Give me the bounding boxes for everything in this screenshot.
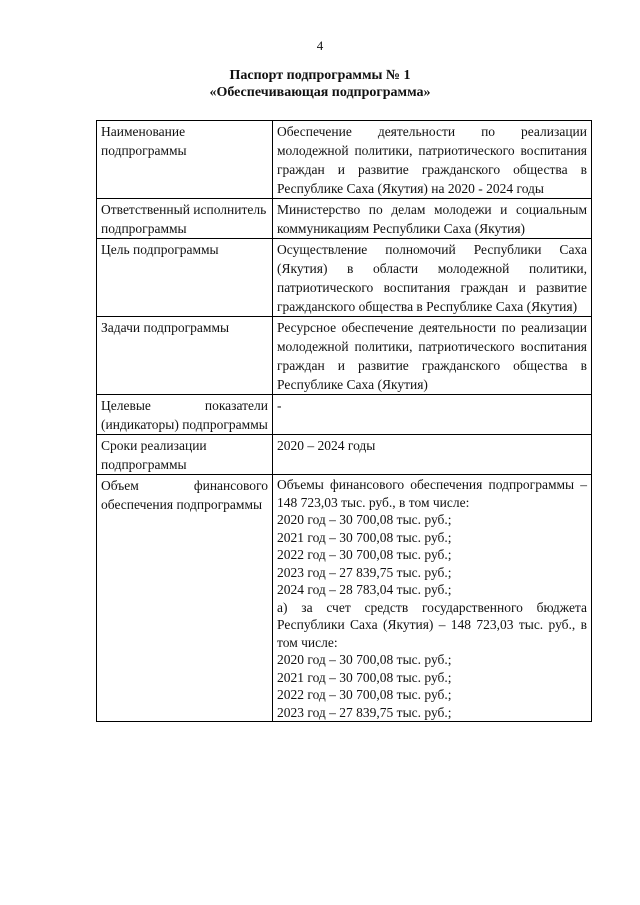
value-tasks: Ресурсное обеспечение деятельности по реализации молодежной политики, патриотического воспитания граждан и развитие гражданского общества в Республике Саха (Якутия)	[273, 317, 592, 395]
label-terms: Сроки реализации подпрограммы	[97, 435, 273, 475]
finance-year-2021: 2021 год – 30 700,08 тыс. руб.;	[277, 529, 452, 545]
budget-year-2021: 2021 год – 30 700,08 тыс. руб.;	[277, 669, 452, 685]
budget-year-2023: 2023 год – 27 839,75 тыс. руб.;	[277, 704, 452, 720]
title-line-1: Паспорт подпрограммы № 1	[229, 68, 411, 83]
label-tasks: Задачи подпрограммы	[97, 317, 273, 395]
table-row-finance	[97, 475, 592, 722]
title-line-2: «Обеспечивающая подпрограмма»	[209, 85, 431, 100]
budget-year-2022: 2022 год – 30 700,08 тыс. руб.;	[277, 687, 452, 702]
budget-year-2020: 2020 год – 30 700,08 тыс. руб.;	[277, 652, 452, 667]
finance-year-2020: 2020 год – 30 700,08 тыс. руб.;	[277, 512, 452, 527]
finance-year-2022: 2022 год – 30 700,08 тыс. руб.;	[277, 547, 452, 562]
budget-intro: а) за счет средств государственного бюджета Республики Саха (Якутия) – 148 723,03 тыс. руб., в том числе:	[277, 599, 587, 650]
value-terms: 2020 – 2024 годы	[273, 435, 592, 475]
table-row-indicators	[97, 395, 592, 435]
value-goal: Осуществление полномочий Республики Саха (Якутия) в области молодежной политики, патриотического воспитания граждан и развитие гражданского общества в Республике Саха (Якутия)	[273, 239, 592, 317]
value-executor: Министерство по делам молодежи и социальным коммуникациям Республики Саха (Якутия)	[273, 199, 592, 239]
table-row-executor	[97, 199, 592, 239]
value-indicators: -	[273, 395, 592, 435]
page-title	[0, 67, 640, 101]
value-name: Обеспечение деятельности по реализации молодежной политики, патриотического воспитания граждан и развитие гражданского общества в Республике Саха (Якутия) на 2020 - 2024 годы	[273, 121, 592, 199]
label-name: Наименование подпрограммы	[97, 121, 273, 199]
label-indicators: Целевые показатели (индикаторы) подпрограммы	[97, 395, 273, 435]
table-row-terms	[97, 435, 592, 475]
table-row-name	[97, 121, 592, 199]
label-executor: Ответственный исполнитель подпрограммы	[97, 199, 273, 239]
value-finance	[273, 475, 592, 722]
finance-year-2023: 2023 год – 27 839,75 тыс. руб.;	[277, 564, 452, 580]
label-goal: Цель подпрограммы	[97, 239, 273, 317]
finance-year-2024: 2024 год – 28 783,04 тыс. руб.;	[277, 582, 452, 597]
finance-intro: Объемы финансового обеспечения подпрограммы – 148 723,03 тыс. руб., в том числе:	[277, 477, 587, 510]
table-row-goal	[97, 239, 592, 317]
passport-table	[96, 120, 592, 722]
table-row-tasks	[97, 317, 592, 395]
page-number: 4	[316, 38, 324, 53]
label-finance: Объем финансового обеспечения подпрограммы	[97, 475, 273, 722]
